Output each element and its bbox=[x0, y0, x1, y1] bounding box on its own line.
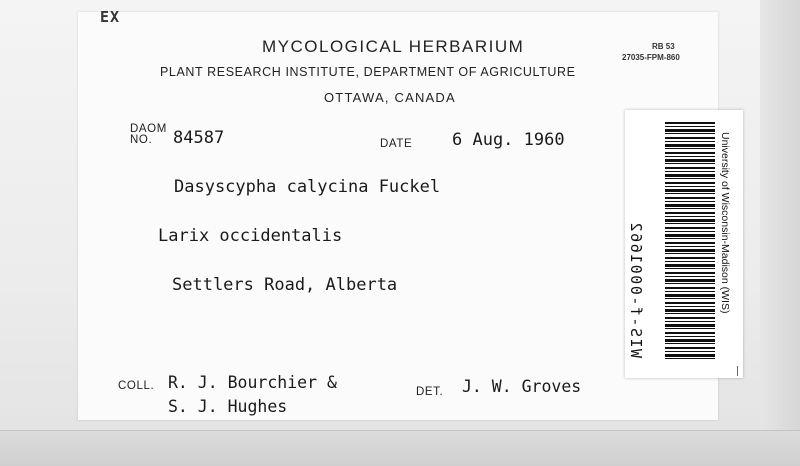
ex-stamp: EX bbox=[100, 8, 121, 26]
tick-mark bbox=[737, 366, 738, 376]
form-code-2: 27035-FPM-860 bbox=[622, 53, 680, 62]
collector-line-2: S. J. Hughes bbox=[168, 397, 288, 416]
date-value: 6 Aug. 1960 bbox=[452, 130, 565, 150]
barcode-card bbox=[625, 110, 743, 378]
date-label: DATE bbox=[380, 138, 413, 150]
envelope-edge bbox=[760, 0, 800, 465]
accession-number: 84587 bbox=[173, 128, 225, 148]
barcode-bars bbox=[665, 122, 715, 362]
barcode-institution: University of Wisconsin-Madison (WIS) bbox=[719, 132, 731, 314]
determiner-value: J. W. Groves bbox=[462, 377, 582, 396]
taxon-name: Dasyscypha calycina Fuckel bbox=[174, 177, 441, 197]
barcode-number: WIS-f-0001662 bbox=[627, 221, 645, 358]
accession-label-bottom: NO. bbox=[130, 134, 153, 146]
host-name: Larix occidentalis bbox=[158, 226, 343, 246]
institute-name: PLANT RESEARCH INSTITUTE, DEPARTMENT OF AGRICULTURE bbox=[160, 65, 576, 79]
herbarium-title: MYCOLOGICAL HERBARIUM bbox=[262, 37, 525, 56]
locality: Settlers Road, Alberta bbox=[172, 275, 398, 295]
envelope-fold bbox=[0, 430, 800, 466]
collector-line-1: R. J. Bourchier & bbox=[168, 373, 337, 392]
form-code-1: RB 53 bbox=[652, 42, 675, 51]
institute-city: OTTAWA, CANADA bbox=[324, 90, 456, 105]
collector-label: COLL. bbox=[118, 380, 155, 392]
determiner-label: DET. bbox=[416, 386, 444, 398]
accession-label-top: DAOM bbox=[130, 123, 167, 135]
accession-label bbox=[130, 124, 167, 146]
